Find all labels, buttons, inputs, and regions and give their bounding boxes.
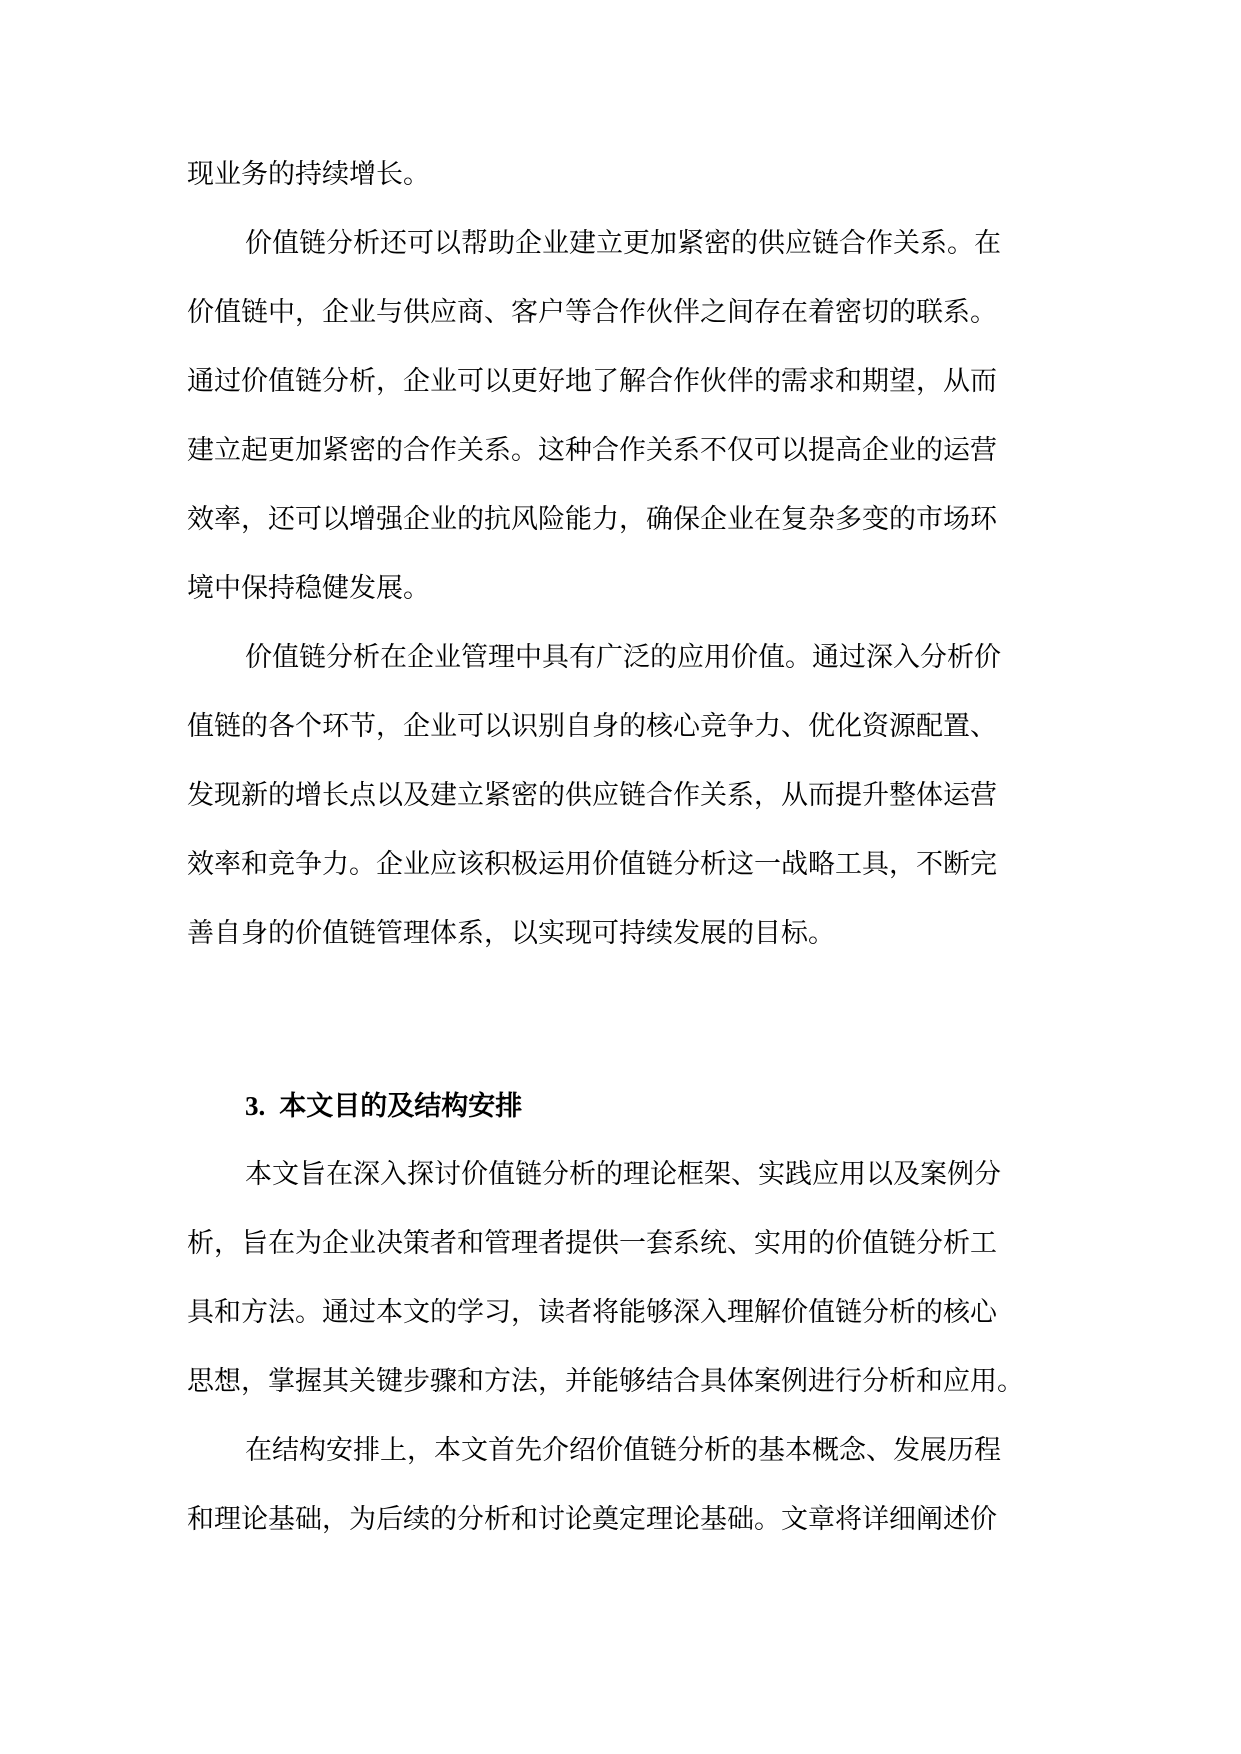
text-line: 价值链分析还可以帮助企业建立更加紧密的供应链合作关系。在 bbox=[245, 228, 1001, 259]
text-line: 本文旨在深入探讨价值链分析的理论框架、实践应用以及案例分 bbox=[245, 1159, 1001, 1190]
text-line: 境中保持稳健发展。 bbox=[187, 573, 430, 604]
text-line: 效率和竞争力。企业应该积极运用价值链分析这一战略工具，不断完 bbox=[187, 849, 997, 880]
text-line: 和理论基础，为后续的分析和讨论奠定理论基础。文章将详细阐述价 bbox=[187, 1504, 997, 1535]
text-line: 析，旨在为企业决策者和管理者提供一套系统、实用的价值链分析工 bbox=[187, 1228, 997, 1259]
text-line: 发现新的增长点以及建立紧密的供应链合作关系，从而提升整体运营 bbox=[187, 780, 997, 811]
text-line: 善自身的价值链管理体系，以实现可持续发展的目标。 bbox=[187, 918, 835, 949]
text-line: 价值链分析在企业管理中具有广泛的应用价值。通过深入分析价 bbox=[245, 642, 1001, 673]
text-line: 价值链中，企业与供应商、客户等合作伙伴之间存在着密切的联系。 bbox=[187, 297, 997, 328]
text-line: 建立起更加紧密的合作关系。这种合作关系不仅可以提高企业的运营 bbox=[187, 435, 997, 466]
text-line: 值链的各个环节，企业可以识别自身的核心竞争力、优化资源配置、 bbox=[187, 711, 997, 742]
section-number: 3. bbox=[245, 1091, 266, 1121]
section-heading bbox=[245, 1091, 522, 1122]
text-line: 效率，还可以增强企业的抗风险能力，确保企业在复杂多变的市场环 bbox=[187, 504, 997, 535]
text-line: 具和方法。通过本文的学习，读者将能够深入理解价值链分析的核心 bbox=[187, 1297, 997, 1328]
text-line: 通过价值链分析，企业可以更好地了解合作伙伴的需求和期望，从而 bbox=[187, 366, 997, 397]
text-line: 在结构安排上，本文首先介绍价值链分析的基本概念、发展历程 bbox=[245, 1435, 1001, 1466]
text-line: 现业务的持续增长。 bbox=[187, 159, 430, 190]
section-title: 本文目的及结构安排 bbox=[279, 1091, 523, 1122]
text-line: 思想，掌握其关键步骤和方法，并能够结合具体案例进行分析和应用。 bbox=[187, 1366, 1024, 1397]
